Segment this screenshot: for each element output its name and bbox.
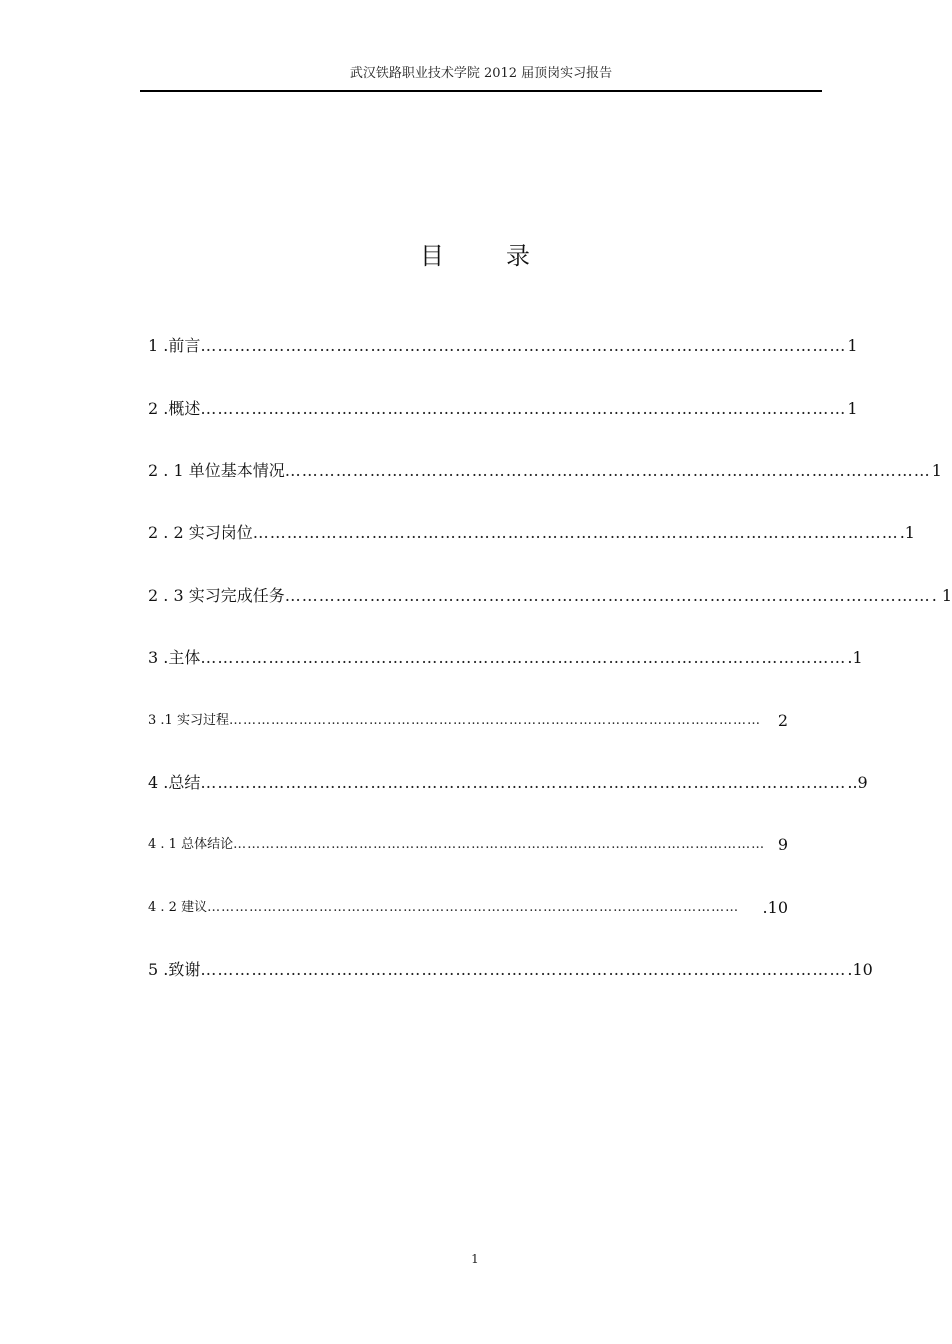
toc-leader-dots: …………………………………………………………………………………………………… [200,398,847,418]
toc-entry-label: 2 .概述 [148,398,201,418]
toc-leader-dots: …………………………………………………………………………………………………… [233,837,766,853]
toc-entry-label: 3 .1 实习过程 [148,712,229,728]
toc-entry-label: 4 . 1 总体结论 [148,837,234,853]
toc-leader-dots: …………………………………………………………………………………………………… [252,523,899,543]
toc-entry-preface[interactable] [148,315,858,377]
toc-entry-label: 4 .总结 [148,772,201,792]
toc-entry-label: 1 .前言 [148,336,201,356]
page-number: 1 [471,1252,479,1266]
toc-entry-page: 1 [847,398,858,418]
toc-entry-page: .10 [847,960,873,980]
toc-entry-acknowledgements[interactable] [148,939,873,1001]
toc-leader-dots: …………………………………………………………………………………………………… [284,460,931,480]
toc-entry-page: .10 [762,897,788,917]
toc-leader-dots: …………………………………………………………………………………………………… [207,899,740,915]
toc-entry-summary[interactable] [148,752,868,814]
toc-leader-dots: …………………………………………………………………………………………………… [200,336,847,356]
toc-entry-label: 3 .主体 [148,648,201,668]
toc-entry-label: 2 . 3 实习完成任务 [148,585,285,605]
toc-entry-page: .1 [899,523,915,543]
toc-entry-company-info[interactable] [148,440,942,502]
toc-entry-internship-post[interactable] [148,502,915,564]
toc-leader-dots: …………………………………………………………………………………………………… [200,648,847,668]
toc-entry-page: 9 [777,835,788,855]
toc-entry-label: 4 . 2 建议 [148,899,208,915]
toc-entry-suggestions[interactable] [148,877,788,939]
toc-entry-label: 2 . 1 单位基本情况 [148,460,285,480]
toc-leader-dots: …………………………………………………………………………………………………… [284,585,931,605]
toc-entry-internship-process[interactable] [148,689,788,751]
table-of-contents [148,315,952,1001]
toc-entry-page: . 1 [931,585,952,605]
toc-leader-dots: …………………………………………………………………………………………………… [228,712,761,728]
toc-entry-page: 1 [847,336,858,356]
toc-entry-overview[interactable] [148,377,858,439]
toc-title: 目录 [420,242,592,270]
running-header: 武汉铁路职业技术学院 2012 届顶岗实习报告 [140,64,822,92]
toc-entry-page: ..9 [847,772,868,792]
toc-entry-label: 5 .致谢 [148,960,201,980]
toc-entry-label: 2 . 2 实习岗位 [148,523,253,543]
toc-entry-page: 2 [777,710,788,730]
toc-entry-overall-conclusion[interactable] [148,814,788,876]
toc-entry-tasks[interactable] [148,565,952,627]
toc-entry-page: 1 [931,460,942,480]
toc-leader-dots: …………………………………………………………………………………………………… [200,960,847,980]
toc-entry-main-body[interactable] [148,627,863,689]
toc-entry-page: .1 [847,648,863,668]
toc-leader-dots: …………………………………………………………………………………………………… [200,772,847,792]
